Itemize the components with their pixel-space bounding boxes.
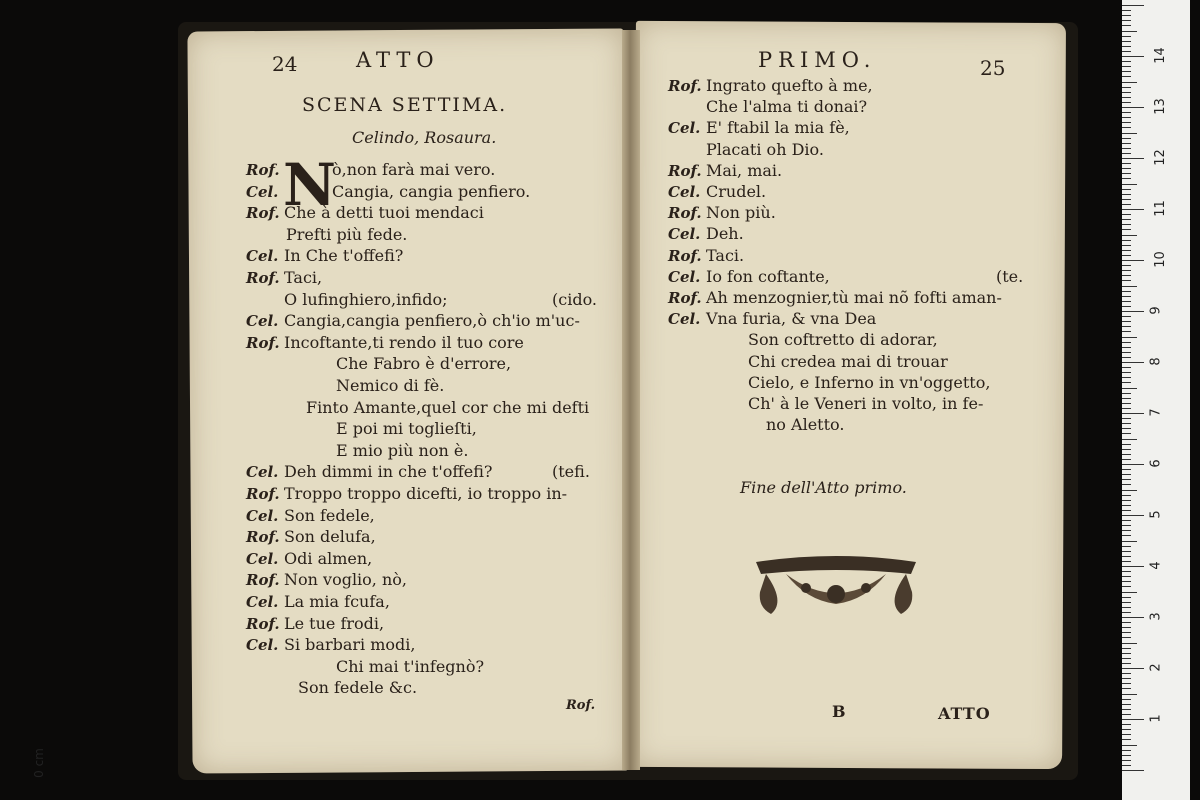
ruler-number: 9 bbox=[1148, 306, 1164, 315]
speaker-label: Rof. bbox=[668, 77, 702, 95]
ruler-tick bbox=[1122, 199, 1131, 200]
book-gutter bbox=[622, 30, 640, 770]
verse-line: Cangia, cangia penfiero. bbox=[332, 181, 531, 201]
ruler-tick bbox=[1122, 632, 1131, 633]
ruler-tick bbox=[1122, 490, 1137, 491]
speaker-label: Cel. bbox=[668, 225, 701, 244]
ruler-tick bbox=[1122, 25, 1131, 26]
ruler-tick bbox=[1122, 719, 1144, 720]
ruler-tick bbox=[1122, 413, 1144, 414]
ruler-tick bbox=[1122, 250, 1131, 251]
scene-title: SCENA SETTIMA. bbox=[302, 94, 508, 116]
speaker-label: Rof. bbox=[246, 614, 280, 633]
ruler-tick bbox=[1122, 291, 1131, 292]
right-catchword: ATTO bbox=[938, 704, 991, 723]
ruler-number: 14 bbox=[1152, 47, 1168, 64]
ruler-tick bbox=[1122, 301, 1131, 302]
ruler-tick bbox=[1122, 260, 1144, 261]
ruler-tick bbox=[1122, 592, 1137, 593]
ruler-tick bbox=[1122, 709, 1131, 710]
ruler-tick bbox=[1122, 439, 1137, 440]
verse-line: Deh dimmi in che t'offefi? bbox=[284, 462, 493, 482]
ornament-illustration bbox=[746, 552, 926, 622]
ruler-tick bbox=[1122, 515, 1144, 516]
ruler-tick bbox=[1122, 449, 1131, 450]
measuring-ruler bbox=[1122, 0, 1190, 800]
right-running-head: PRIMO. bbox=[758, 48, 877, 72]
speaker-label: Cel. bbox=[246, 312, 279, 331]
ruler-tick bbox=[1122, 382, 1131, 383]
ruler-number: 8 bbox=[1148, 357, 1164, 366]
ruler-tick bbox=[1122, 122, 1131, 123]
ruler-tick bbox=[1122, 388, 1137, 389]
ruler-tick bbox=[1122, 143, 1131, 144]
verse-line: Cangia,cangia penfiero,ò ch'io m'uc- bbox=[284, 311, 580, 331]
verse-line: Placati oh Dio. bbox=[706, 139, 824, 159]
ruler-number: 2 bbox=[1148, 663, 1164, 672]
verse-line: Ah menzognier,tù mai nõ fofti aman- bbox=[706, 288, 1002, 307]
ruler-tick bbox=[1122, 403, 1131, 404]
ruler-tick bbox=[1122, 331, 1131, 332]
line-turnover: (te. bbox=[996, 266, 1024, 286]
ruler-tick bbox=[1122, 326, 1131, 327]
speaker-label: Rof. bbox=[668, 289, 702, 307]
ruler-tick bbox=[1122, 265, 1131, 266]
ruler-tick bbox=[1122, 597, 1131, 598]
line-turnover: (tefi. bbox=[552, 462, 590, 482]
ruler-tick bbox=[1122, 694, 1137, 695]
ruler-tick bbox=[1122, 41, 1131, 42]
ruler-number: 12 bbox=[1152, 149, 1168, 166]
speaker-label: Cel. bbox=[668, 119, 701, 138]
ruler-tick bbox=[1122, 357, 1131, 358]
ruler-tick bbox=[1122, 525, 1131, 526]
speaker-label: Rof. bbox=[668, 246, 702, 265]
ruler-tick bbox=[1122, 270, 1131, 271]
verse-line: Chi mai t'infegnò? bbox=[336, 656, 485, 676]
verse-line: Finto Amante,quel cor che mi defti bbox=[306, 397, 590, 417]
ruler-tick bbox=[1122, 637, 1131, 638]
ruler-tick bbox=[1122, 133, 1137, 134]
ruler-tick bbox=[1122, 668, 1144, 669]
ruler-tick bbox=[1122, 275, 1131, 276]
verse-line: E mio più non è. bbox=[336, 440, 469, 460]
ruler-tick bbox=[1122, 678, 1131, 679]
verse-line: Taci, bbox=[284, 268, 323, 287]
ruler-tick bbox=[1122, 316, 1131, 317]
verse-line: no Aletto. bbox=[766, 415, 845, 435]
ruler-tick bbox=[1122, 296, 1131, 297]
ruler-tick bbox=[1122, 393, 1131, 394]
left-page-number: 24 bbox=[272, 52, 298, 76]
ruler-tick bbox=[1122, 66, 1131, 67]
verse-line: Prefti più fede. bbox=[286, 224, 408, 244]
ruler-tick bbox=[1122, 51, 1131, 52]
left-catchword: Rof. bbox=[566, 698, 596, 713]
speaker-label: Cel. bbox=[246, 593, 279, 611]
verse-line: E' ftabil la mia fè, bbox=[706, 118, 850, 138]
ruler-tick bbox=[1122, 586, 1131, 587]
verse-line: Deh. bbox=[706, 224, 744, 244]
ruler-tick bbox=[1122, 648, 1131, 649]
speaker-label: Cel. bbox=[668, 310, 701, 329]
end-of-act-note: Fine dell'Atto primo. bbox=[740, 478, 907, 497]
ruler-tick bbox=[1122, 107, 1144, 108]
ruler-tick bbox=[1122, 617, 1144, 618]
verse-line: La mia fcufa, bbox=[284, 592, 390, 611]
ruler-tick bbox=[1122, 173, 1131, 174]
verse-line: E poi mi toglieſti, bbox=[336, 419, 477, 439]
verse-line: O lufinghiero,infido; bbox=[284, 289, 448, 309]
ruler-tick bbox=[1122, 138, 1131, 139]
ruler-tick bbox=[1122, 219, 1131, 220]
ruler-tick bbox=[1122, 484, 1131, 485]
ruler-number: 1 bbox=[1148, 714, 1164, 723]
ruler-tick bbox=[1122, 398, 1131, 399]
ruler-tick bbox=[1122, 235, 1137, 236]
verse-line: Chi credea mai di trouar bbox=[748, 351, 948, 371]
ruler-tick bbox=[1122, 714, 1131, 715]
ruler-tick bbox=[1122, 352, 1131, 353]
ruler-tick bbox=[1122, 688, 1131, 689]
signature-mark: B bbox=[832, 702, 846, 721]
ruler-tick bbox=[1122, 321, 1131, 322]
ruler-number: 6 bbox=[1148, 459, 1164, 468]
ruler-tick bbox=[1122, 56, 1144, 57]
ruler-tick bbox=[1122, 765, 1131, 766]
ruler-tick bbox=[1122, 454, 1131, 455]
ruler-tick bbox=[1122, 10, 1131, 11]
ruler-tick bbox=[1122, 194, 1131, 195]
drop-cap: N bbox=[283, 151, 337, 219]
ruler-tick bbox=[1122, 479, 1131, 480]
ruler-tick bbox=[1122, 505, 1131, 506]
verse-line: Che Fabro è d'errore, bbox=[336, 354, 512, 374]
ruler-tick bbox=[1122, 209, 1144, 210]
verse-line: Son coftretto di adorar, bbox=[748, 330, 938, 350]
ruler-tick bbox=[1122, 372, 1131, 373]
ruler-number: 4 bbox=[1148, 561, 1164, 570]
ruler-tick bbox=[1122, 530, 1131, 531]
verse-line: Non voglio, nò, bbox=[284, 570, 407, 590]
ruler-tick bbox=[1122, 464, 1144, 465]
ruler-tick bbox=[1122, 204, 1131, 205]
ruler-tick bbox=[1122, 311, 1144, 312]
ruler-tick bbox=[1122, 622, 1131, 623]
ruler-tick bbox=[1122, 734, 1131, 735]
ruler-tick bbox=[1122, 342, 1131, 343]
speaker-label: Rof. bbox=[246, 161, 280, 179]
scene-characters: Celindo, Rosaura. bbox=[352, 128, 497, 147]
speaker-label: Cel. bbox=[668, 267, 701, 286]
verse-line: Ingrato quefto à me, bbox=[706, 76, 873, 95]
speaker-label: Cel. bbox=[246, 549, 279, 568]
ruler-tick bbox=[1122, 102, 1131, 103]
ruler-tick bbox=[1122, 408, 1131, 409]
ruler-tick bbox=[1122, 755, 1131, 756]
ruler-tick bbox=[1122, 178, 1131, 179]
ruler-tick bbox=[1122, 551, 1131, 552]
speaker-label: Rof. bbox=[668, 204, 702, 223]
verse-line: Troppo troppo dicefti, io troppo in- bbox=[284, 484, 568, 503]
verse-line: Si barbari modi, bbox=[284, 635, 416, 655]
speaker-label: Rof. bbox=[668, 161, 702, 180]
ruler-tick bbox=[1122, 474, 1131, 475]
ruler-tick bbox=[1122, 36, 1131, 37]
ruler-tick bbox=[1122, 561, 1131, 562]
ruler-tick bbox=[1122, 576, 1131, 577]
ruler-tick bbox=[1122, 214, 1131, 215]
ruler-tick bbox=[1122, 76, 1131, 77]
ruler-tick bbox=[1122, 20, 1131, 21]
speaker-label: Rof. bbox=[246, 528, 280, 547]
ruler-tick bbox=[1122, 535, 1131, 536]
ruler-tick bbox=[1122, 643, 1137, 644]
ruler-tick bbox=[1122, 71, 1131, 72]
verse-line: Che l'alma ti donai? bbox=[706, 97, 868, 117]
speaker-label: Cel. bbox=[246, 247, 279, 266]
ruler-tick bbox=[1122, 112, 1131, 113]
ruler-tick bbox=[1122, 286, 1137, 287]
ruler-tick bbox=[1122, 658, 1131, 659]
verse-line: Odi almen, bbox=[284, 548, 373, 568]
verse-line: Che à detti tuoi mendaci bbox=[284, 203, 484, 223]
ruler-tick bbox=[1122, 607, 1131, 608]
speaker-label: Cel. bbox=[246, 636, 279, 655]
ruler-tick bbox=[1122, 673, 1131, 674]
verse-line: In Che t'offefi? bbox=[284, 246, 404, 266]
speaker-label: Rof. bbox=[246, 204, 280, 223]
ruler-tick bbox=[1122, 500, 1131, 501]
speaker-label: Cel. bbox=[246, 182, 279, 201]
verse-line: ò,non farà mai vero. bbox=[332, 160, 496, 179]
ruler-tick bbox=[1122, 306, 1131, 307]
ruler-tick bbox=[1122, 612, 1131, 613]
ruler-tick bbox=[1122, 163, 1131, 164]
verse-line: Taci. bbox=[706, 245, 745, 265]
left-running-head: ATTO bbox=[356, 48, 440, 72]
verse-line: Mai, mai. bbox=[706, 160, 783, 180]
ruler-tick bbox=[1122, 760, 1131, 761]
ruler-tick bbox=[1122, 255, 1131, 256]
ruler-tick bbox=[1122, 82, 1137, 83]
ruler-tick bbox=[1122, 520, 1131, 521]
ruler-tick bbox=[1122, 240, 1131, 241]
ruler-number: 13 bbox=[1152, 98, 1168, 115]
ruler-tick bbox=[1122, 510, 1131, 511]
ruler-tick bbox=[1122, 46, 1131, 47]
ruler-number: 7 bbox=[1148, 408, 1164, 417]
ruler-tick bbox=[1122, 739, 1131, 740]
speaker-label: Cel. bbox=[246, 506, 279, 525]
ruler-tick bbox=[1122, 683, 1131, 684]
ruler-tick bbox=[1122, 627, 1131, 628]
ruler-unit-label: 0 cm bbox=[31, 748, 46, 778]
verse-line: Son fedele, bbox=[284, 505, 375, 525]
ruler-tick bbox=[1122, 663, 1131, 664]
ruler-tick bbox=[1122, 158, 1144, 159]
ruler-tick bbox=[1122, 97, 1131, 98]
ruler-number: 10 bbox=[1152, 251, 1168, 268]
ruler-tick bbox=[1122, 444, 1131, 445]
ruler-tick bbox=[1122, 337, 1137, 338]
speaker-label: Rof. bbox=[246, 333, 280, 352]
ruler-number: 3 bbox=[1148, 612, 1164, 621]
ruler-tick bbox=[1122, 31, 1137, 32]
ruler-tick bbox=[1122, 745, 1137, 746]
ruler-tick bbox=[1122, 546, 1131, 547]
verse-line: Vna furia, & vna Dea bbox=[706, 309, 877, 329]
ruler-number: 11 bbox=[1152, 200, 1168, 217]
ruler-tick bbox=[1122, 5, 1144, 6]
ruler-tick bbox=[1122, 168, 1131, 169]
speaker-label: Cel. bbox=[246, 463, 279, 482]
ruler-tick bbox=[1122, 770, 1144, 771]
ruler-tick bbox=[1122, 581, 1131, 582]
ruler-tick bbox=[1122, 61, 1131, 62]
ruler-tick bbox=[1122, 556, 1131, 557]
ruler-tick bbox=[1122, 280, 1131, 281]
ruler-tick bbox=[1122, 245, 1131, 246]
ruler-tick bbox=[1122, 566, 1144, 567]
ruler-tick bbox=[1122, 495, 1131, 496]
speaker-label: Rof. bbox=[246, 485, 280, 503]
verse-line: Ch' à le Veneri in volto, in fe- bbox=[748, 394, 984, 413]
verse-line: Incoftante,ti rendo il tuo core bbox=[284, 332, 524, 352]
ruler-tick bbox=[1122, 653, 1131, 654]
verse-line: Crudel. bbox=[706, 182, 767, 201]
speaker-label: Rof. bbox=[246, 269, 280, 287]
verse-line: Nemico di fè. bbox=[336, 376, 445, 395]
ruler-tick bbox=[1122, 347, 1131, 348]
ruler-tick bbox=[1122, 729, 1131, 730]
verse-line: Son fedele &c. bbox=[298, 678, 418, 698]
ruler-tick bbox=[1122, 571, 1131, 572]
verse-line: Son delufa, bbox=[284, 527, 376, 547]
ruler-tick bbox=[1122, 418, 1131, 419]
ruler-tick bbox=[1122, 148, 1131, 149]
speaker-label: Cel. bbox=[668, 183, 701, 201]
ruler-tick bbox=[1122, 423, 1131, 424]
ruler-tick bbox=[1122, 362, 1144, 363]
ruler-tick bbox=[1122, 699, 1131, 700]
ruler-tick bbox=[1122, 367, 1131, 368]
ruler-tick bbox=[1122, 459, 1131, 460]
verse-line: Cielo, e Inferno in vn'oggetto, bbox=[748, 372, 991, 392]
verse-line: Le tue frodi, bbox=[284, 613, 385, 633]
ruler-tick bbox=[1122, 602, 1131, 603]
ruler-tick bbox=[1122, 428, 1131, 429]
ruler-tick bbox=[1122, 724, 1131, 725]
ruler-tick bbox=[1122, 15, 1131, 16]
ruler-tick bbox=[1122, 127, 1131, 128]
verse-line: Io fon coftante, bbox=[706, 266, 830, 286]
right-page-number: 25 bbox=[980, 56, 1006, 80]
ruler-tick bbox=[1122, 541, 1137, 542]
ruler-tick bbox=[1122, 704, 1131, 705]
ruler-tick bbox=[1122, 377, 1131, 378]
ruler-tick bbox=[1122, 750, 1131, 751]
ruler-tick bbox=[1122, 184, 1137, 185]
ruler-tick bbox=[1122, 469, 1131, 470]
ruler-tick bbox=[1122, 229, 1131, 230]
ruler-tick bbox=[1122, 224, 1131, 225]
ruler-tick bbox=[1122, 92, 1131, 93]
line-turnover: (cido. bbox=[552, 289, 597, 309]
ruler-tick bbox=[1122, 189, 1131, 190]
speaker-label: Rof. bbox=[246, 571, 280, 590]
ruler-tick bbox=[1122, 117, 1131, 118]
ruler-number: 5 bbox=[1148, 510, 1164, 519]
ruler-tick bbox=[1122, 87, 1131, 88]
verse-line: Non più. bbox=[706, 203, 776, 223]
ruler-tick bbox=[1122, 153, 1131, 154]
ruler-tick bbox=[1122, 433, 1131, 434]
